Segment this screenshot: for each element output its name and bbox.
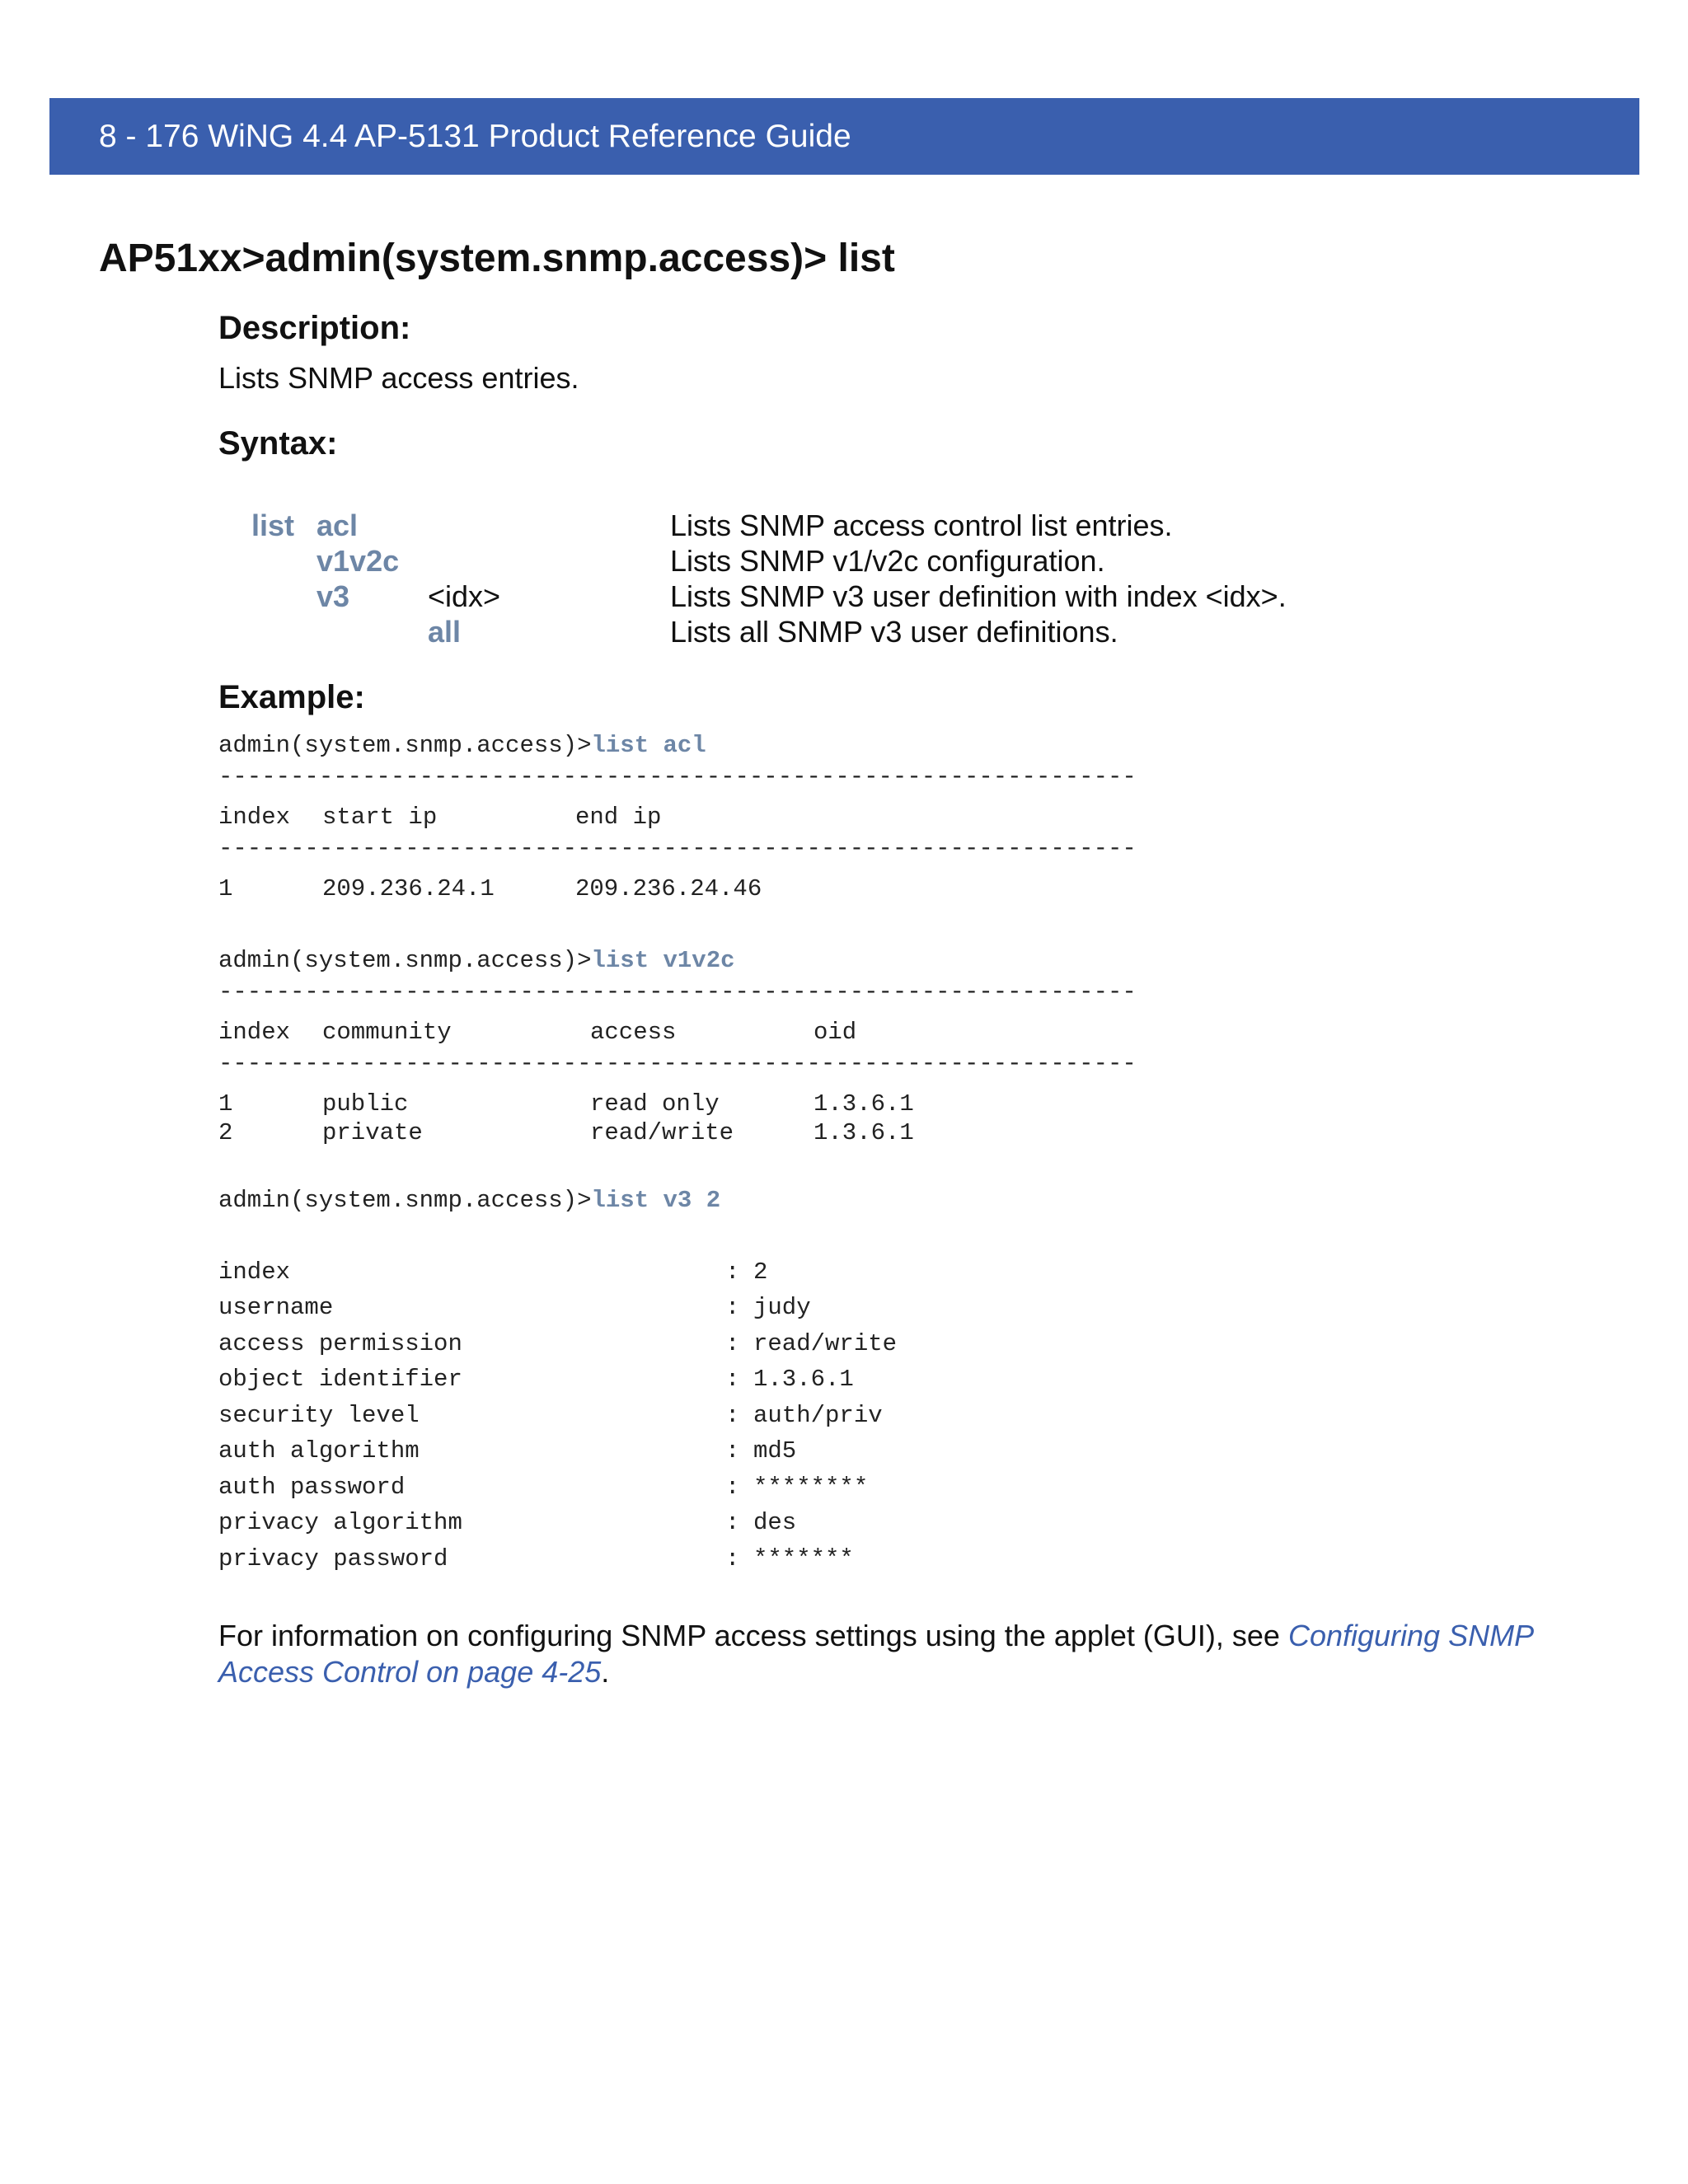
field-separator: : (725, 1366, 740, 1393)
separator-line: ---------------------------------------------------------------- (218, 978, 1137, 1005)
field-value: read/write (753, 1330, 898, 1357)
table-cell: 209.236.24.1 (322, 875, 495, 902)
table-header-cell: start ip (322, 804, 438, 831)
cli-prompt: admin(system.snmp.access)> (218, 732, 592, 759)
syntax-heading: Syntax: (218, 425, 338, 462)
field-label: username (218, 1294, 334, 1321)
page-header-band (49, 98, 1639, 175)
table-header-cell: community (322, 1019, 452, 1046)
separator-line: ---------------------------------------------------------------- (218, 763, 1137, 790)
syntax-arg: v3 (316, 579, 350, 613)
cli-prompt: admin(system.snmp.access)> (218, 1187, 592, 1214)
field-separator: : (725, 1474, 740, 1501)
table-header-cell: oid (814, 1019, 857, 1046)
command-title: AP51xx>admin(system.snmp.access)> list (99, 237, 895, 280)
field-label: privacy algorithm (218, 1509, 462, 1536)
separator-line: ---------------------------------------------------------------- (218, 1050, 1137, 1077)
field-value: des (753, 1509, 797, 1536)
field-label: object identifier (218, 1366, 462, 1393)
cli-command: list v1v2c (591, 947, 735, 974)
field-label: index (218, 1258, 291, 1286)
field-separator: : (725, 1402, 740, 1429)
field-label: privacy password (218, 1545, 448, 1572)
separator-line: ---------------------------------------------------------------- (218, 835, 1137, 862)
syntax-arg: v1v2c (316, 544, 400, 578)
page-header-label: 8 - 176 WiNG 4.4 AP-5131 Product Reference Guide (99, 119, 851, 154)
field-value: judy (753, 1294, 811, 1321)
field-value: ******** (753, 1474, 869, 1501)
field-separator: : (725, 1437, 740, 1465)
field-separator: : (725, 1294, 740, 1321)
table-cell: 209.236.24.46 (575, 875, 762, 902)
field-value: ******* (753, 1545, 854, 1572)
syntax-param: <idx> (428, 579, 501, 613)
cli-command: list acl (591, 732, 706, 759)
field-separator: : (725, 1509, 740, 1536)
table-header-cell: index (218, 1019, 291, 1046)
cross-reference-text: For information on configuring SNMP access settings using the applet (GUI), see (218, 1619, 1288, 1652)
syntax-description: Lists SNMP v3 user definition with index <idx>. (670, 579, 1287, 613)
table-cell: 1.3.6.1 (814, 1090, 914, 1118)
cross-reference-end: . (601, 1655, 610, 1689)
example-command-line (218, 1183, 720, 1219)
syntax-arg: acl (316, 509, 359, 542)
field-label: access permission (218, 1330, 462, 1357)
table-header-cell: access (590, 1019, 677, 1046)
table-cell: read only (590, 1090, 720, 1118)
table-header-cell: end ip (575, 804, 662, 831)
field-value: md5 (753, 1437, 797, 1465)
field-separator: : (725, 1258, 740, 1286)
syntax-description: Lists SNMP v1/v2c configuration. (670, 544, 1105, 578)
field-label: auth algorithm (218, 1437, 420, 1465)
table-cell: 2 (218, 1119, 233, 1146)
syntax-description: Lists SNMP access control list entries. (670, 509, 1173, 542)
table-cell: 1.3.6.1 (814, 1119, 914, 1146)
example-command-line (218, 728, 706, 764)
syntax-command: list (251, 509, 295, 542)
table-cell: read/write (590, 1119, 734, 1146)
cli-prompt: admin(system.snmp.access)> (218, 947, 592, 974)
cross-reference-note (218, 1618, 1603, 1690)
example-heading: Example: (218, 679, 365, 715)
field-value: 2 (753, 1258, 768, 1286)
description-heading: Description: (218, 310, 411, 346)
field-value: 1.3.6.1 (753, 1366, 854, 1393)
description-text: Lists SNMP access entries. (218, 361, 579, 395)
field-label: security level (218, 1402, 420, 1429)
field-separator: : (725, 1545, 740, 1572)
example-command-line (218, 943, 735, 979)
syntax-param: all (428, 615, 462, 649)
field-separator: : (725, 1330, 740, 1357)
table-cell: 1 (218, 1090, 233, 1118)
table-cell: private (322, 1119, 423, 1146)
cross-reference-link[interactable]: Configuring SNMP Access Control on page 4-25 (218, 1619, 1533, 1689)
field-value: auth/priv (753, 1402, 883, 1429)
cli-command: list v3 2 (591, 1187, 721, 1214)
table-cell: public (322, 1090, 409, 1118)
field-label: auth password (218, 1474, 406, 1501)
table-header-cell: index (218, 804, 291, 831)
syntax-description: Lists all SNMP v3 user definitions. (670, 615, 1118, 649)
table-cell: 1 (218, 875, 233, 902)
